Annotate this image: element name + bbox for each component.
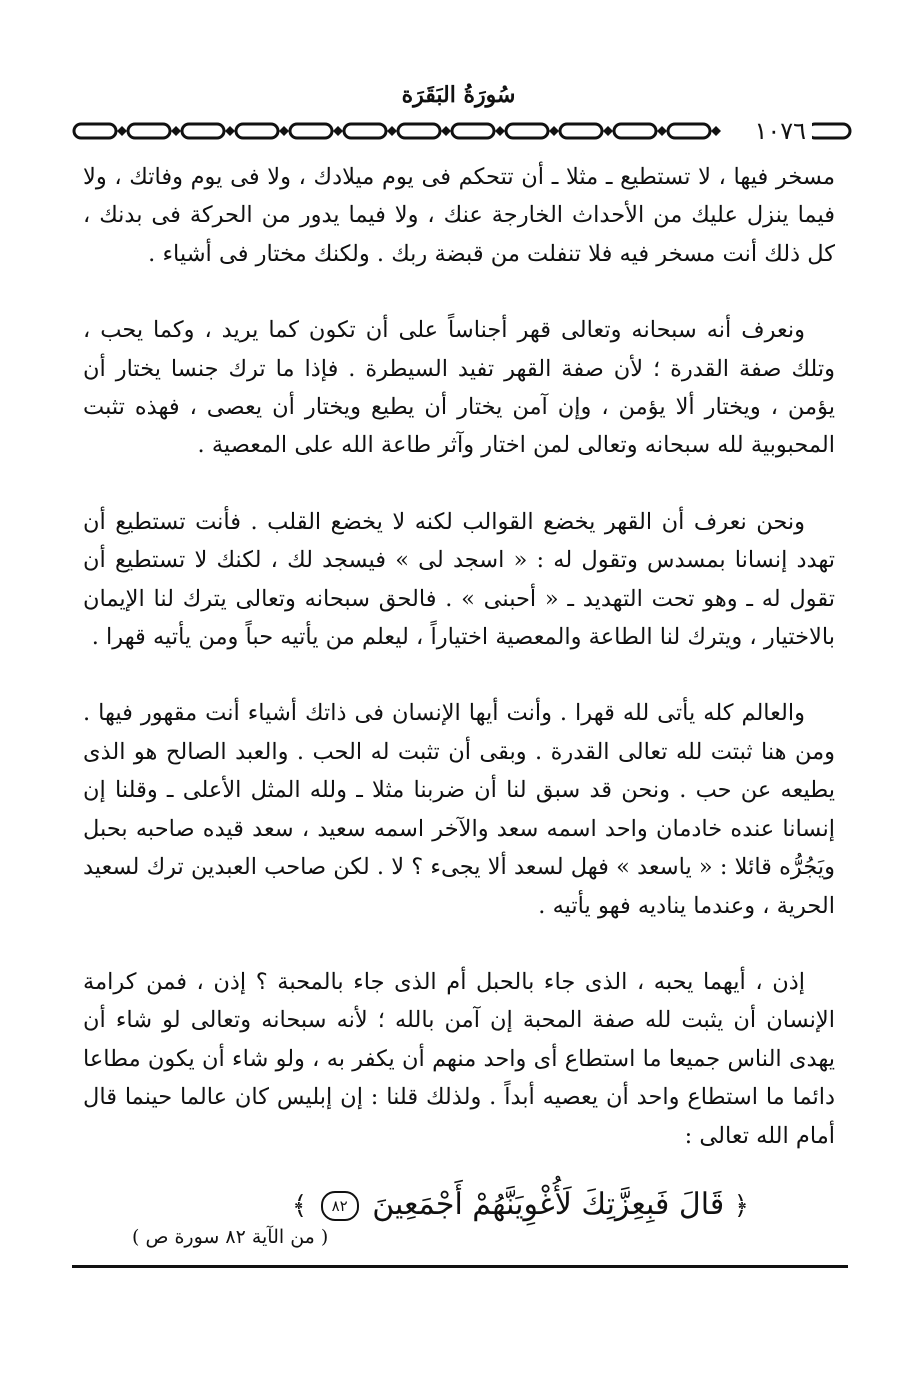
paragraph: ونعرف أنه سبحانه وتعالى قهر أجناساً على أن تكون كما يريد ، وكما يحب ، وتلك صفة القدرة ؛ لأن صفة القهر تفيد السيطرة . فإذا ما ترك جنسا يختار أن يؤمن ، ويختار ألا يؤمن ، وإن آمن يختار أن يطيع ويختار أن يعصى ، فهذه تثبت المحبوبية لله سبحانه وتعالى لمن اختار وآثر طاعة الله على المعصية .	[83, 317, 835, 459]
running-title: سُورَةُ البَقَرَة	[401, 82, 516, 108]
paragraph: والعالم كله يأتى لله قهرا . وأنت أيها الإنسان فى ذاتك أشياء أنت مقهور فيها . ومن هنا ثبتت لله تعالى القدرة . وبقى أن تثبت له الحب . والعبد الصالح هو الذى يطيعه عن حب . ونحن قد سبق لنا أن ضربنا مثلا ـ ولله المثل الأعلى ـ وقلنا إن إنسانا عنده خادمان واحد اسمه سعد والآخر اسمه سعيد ، سعد قيده صاحبه بحبل ويَجُرُّه قائلا : « ياسعد » فهل لسعد ألا يجىء ؟ لا . لكن صاحب العبدين ترك لسعيد الحرية ، وعندما يناديه فهو يأتيه .	[83, 700, 835, 919]
paragraph: إذن ، أيهما يحبه ، الذى جاء بالحبل أم الذى جاء بالمحبة ؟ إذن ، فمن كرامة الإنسان أن يثبت لله صفة المحبة إن آمن بالله ؛ لأنه سبحانه وتعالى لو شاء أن يهدى الناس جميعا ما استطاع أى واحد منهم أن يكفر به ، ولو شاء أن يكون مطاعا دائما ما استطاع واحد أن يعصيه أبداً . ولذلك قلنا : إن إبليس كان عالما حينما قال أمام الله تعالى :	[83, 968, 835, 1149]
footer-rule	[72, 1265, 848, 1268]
verse-text: قَالَ فَبِعِزَّتِكَ لَأُغْوِيَنَّهُمْ أَجْمَعِينَ	[372, 1187, 725, 1222]
verse-number-badge: ٨٢	[321, 1191, 359, 1221]
paragraph: ونحن نعرف أن القهر يخضع القوالب لكنه لا يخضع القلب . فأنت تستطيع أن تهدد إنسانا بمسدس وتقول له : « اسجد لى » فيسجد لك ، لكنك لا تستطيع أن تقول له ـ وهو تحت التهديد ـ « أحبنى » . فالحق سبحانه وتعالى يترك لنا الإيمان بالاختيار ، ويترك لنا الطاعة والمعصية اختياراً ، ليعلم من يأتيه حباً ومن يأتيه قهرا .	[83, 508, 835, 651]
verse-source-citation: ( من الآية ٨٢ سورة ص )	[132, 1226, 329, 1248]
verse-close-bracket: ﴾	[291, 1191, 308, 1221]
header-ornament-row	[72, 116, 852, 146]
main-text	[83, 158, 835, 1193]
paragraph: مسخر فيها ، لا تستطيع ـ مثلا ـ أن تتحكم فى يوم ميلادك ، ولا فى يوم وفاتك ، ولا فيما ينزل عليك من الأحداث الخارجة عنك ، ولا فيما يدور من الحركة فى بدنك ، كل ذلك أنت مسخر فيه فلا تنفلت من قبضة ربك . ولكنك مختار فى أشياء .	[83, 164, 835, 267]
page-number: ١٠٧٦	[748, 116, 812, 146]
quran-verse	[83, 1183, 835, 1228]
ornamental-chain-border	[72, 116, 852, 146]
verse-open-bracket: ﴿	[733, 1191, 749, 1221]
